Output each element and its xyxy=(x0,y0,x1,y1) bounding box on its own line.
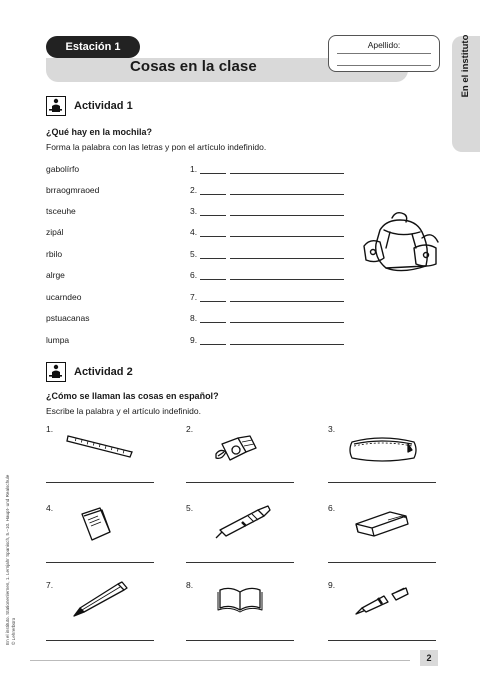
answer-line[interactable] xyxy=(186,640,294,641)
publisher-credit xyxy=(5,445,37,645)
item-number: 5. xyxy=(190,249,198,259)
cell-number: 5. xyxy=(186,503,194,513)
answer-line[interactable] xyxy=(328,562,436,563)
cell-number: 7. xyxy=(46,580,54,590)
article-blank[interactable] xyxy=(200,236,226,237)
activity2-title: Actividad 2 xyxy=(74,366,133,378)
activity2-question: ¿Cómo se llaman las cosas en español? xyxy=(46,391,219,401)
word-blank[interactable] xyxy=(230,194,344,195)
scrambled-word: rbilo xyxy=(46,249,63,259)
backpack-icon xyxy=(356,208,446,279)
article-blank[interactable] xyxy=(200,322,226,323)
word-blank[interactable] xyxy=(230,236,344,237)
activity1-instruction: Forma la palabra con las letras y pon el artículo indefinido. xyxy=(46,142,267,152)
eraser-icon xyxy=(352,506,412,545)
student-at-desk-icon xyxy=(46,362,66,382)
item-number: 3. xyxy=(190,206,198,216)
article-blank[interactable] xyxy=(200,279,226,280)
fountain-pen-icon xyxy=(352,584,412,623)
ruler-icon xyxy=(66,430,136,463)
cell-number: 2. xyxy=(186,424,194,434)
pencil-case-icon xyxy=(346,432,420,469)
answer-line[interactable] xyxy=(328,482,436,483)
item-number: 7. xyxy=(190,292,198,302)
answer-line[interactable] xyxy=(46,640,154,641)
scrambled-word: alrge xyxy=(46,270,65,280)
credit-line: En el instituto. Stationenlernen, 1. Lernjahr Spanisch, 5.–10. Haupt- und Realschule xyxy=(5,474,10,645)
scrambled-word: ucarndeo xyxy=(46,292,82,302)
cell-number: 1. xyxy=(46,424,54,434)
surname-label: Apellido: xyxy=(367,40,401,50)
article-blank[interactable] xyxy=(200,215,226,216)
item-number: 9. xyxy=(190,335,198,345)
cell-number: 6. xyxy=(328,503,336,513)
answer-line[interactable] xyxy=(46,482,154,483)
word-blank[interactable] xyxy=(230,258,344,259)
word-blank[interactable] xyxy=(230,322,344,323)
surname-line xyxy=(337,53,431,54)
side-tab-label: En el instituto xyxy=(460,34,471,98)
cell-number: 9. xyxy=(328,580,336,590)
answer-line[interactable] xyxy=(186,482,294,483)
item-number: 1. xyxy=(190,164,198,174)
student-at-desk-icon xyxy=(46,96,66,116)
surname-line xyxy=(337,65,431,66)
answer-line[interactable] xyxy=(328,640,436,641)
activity2-instruction: Escribe la palabra y el artículo indefinido. xyxy=(46,406,201,416)
station-label: Estación 1 xyxy=(46,36,140,58)
answer-line[interactable] xyxy=(186,562,294,563)
article-blank[interactable] xyxy=(200,194,226,195)
word-blank[interactable] xyxy=(230,301,344,302)
cell-number: 4. xyxy=(46,503,54,513)
page-title: Cosas en la clase xyxy=(130,58,257,75)
item-number: 8. xyxy=(190,313,198,323)
article-blank[interactable] xyxy=(200,173,226,174)
scrambled-word: tsceuhe xyxy=(46,206,76,216)
scrambled-word: lumpa xyxy=(46,335,70,345)
word-blank[interactable] xyxy=(230,215,344,216)
cell-number: 3. xyxy=(328,424,336,434)
item-number: 4. xyxy=(190,227,198,237)
footer-divider xyxy=(30,660,410,661)
scrambled-word: gabolírfo xyxy=(46,164,80,174)
book-icon xyxy=(216,582,264,619)
word-blank[interactable] xyxy=(230,344,344,345)
cell-number: 8. xyxy=(186,580,194,590)
activity1-question: ¿Qué hay en la mochila? xyxy=(46,127,153,137)
item-number: 2. xyxy=(190,185,198,195)
article-blank[interactable] xyxy=(200,301,226,302)
scrambled-word: pstuacanas xyxy=(46,313,90,323)
scrambled-word: brraogmraoed xyxy=(46,185,100,195)
pen-icon xyxy=(212,504,274,549)
scrambled-word: zipál xyxy=(46,227,64,237)
pencil-icon xyxy=(70,580,130,625)
word-blank[interactable] xyxy=(230,173,344,174)
surname-field[interactable] xyxy=(328,35,440,72)
credit-line: © Lehrerbüro xyxy=(11,617,16,645)
activity1-title: Actividad 1 xyxy=(74,100,133,112)
article-blank[interactable] xyxy=(200,258,226,259)
pencil-sharpener-icon xyxy=(212,432,262,469)
notebook-icon xyxy=(78,504,114,549)
item-number: 6. xyxy=(190,270,198,280)
article-blank[interactable] xyxy=(200,344,226,345)
page-number: 2 xyxy=(420,650,438,666)
answer-line[interactable] xyxy=(46,562,154,563)
word-blank[interactable] xyxy=(230,279,344,280)
